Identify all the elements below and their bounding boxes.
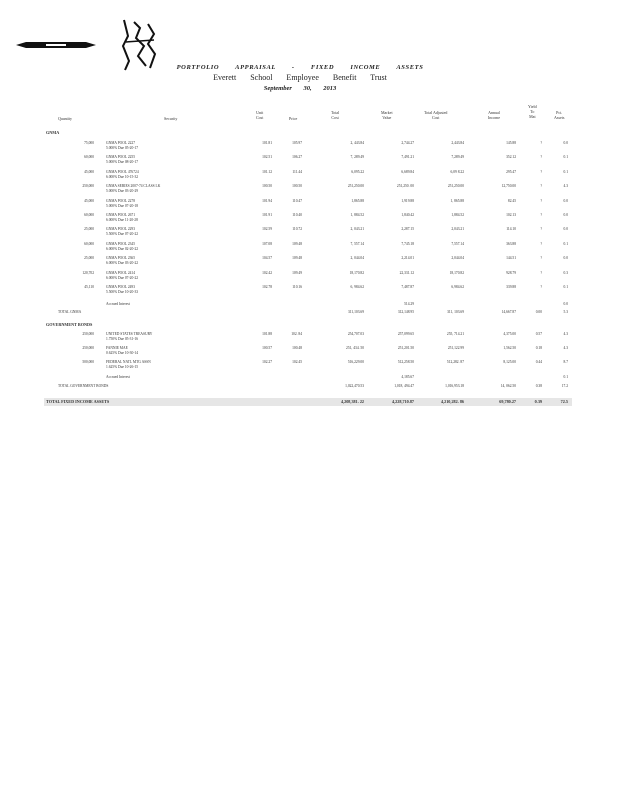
- row-pct: 4.3: [563, 332, 568, 336]
- row-sec: GNMA POOL 2255: [106, 155, 136, 160]
- row-unit: 102.42: [262, 270, 272, 275]
- col-market-value: Market Value: [381, 110, 393, 120]
- report-date: September 30, 2013: [263, 85, 337, 92]
- row-qty: 45,110: [84, 285, 94, 289]
- row-pct: 0.0: [563, 198, 568, 203]
- row-unit: 100.57: [262, 346, 272, 350]
- row-yld: 0.44: [535, 360, 542, 364]
- row-qty: 120,702: [82, 270, 94, 275]
- grand-total-cost: 4,208,381. 22: [340, 399, 364, 404]
- row-pct: 4.3: [563, 346, 568, 350]
- row-coupon-maturity: 1.625% Due 10-26-15: [106, 365, 139, 369]
- row-inc: 928.79: [506, 270, 516, 275]
- row-qty: 250,000: [82, 332, 94, 336]
- row-total: 251, 434. 50: [346, 346, 364, 350]
- row-coupon-maturity: 5.500% Due 07-20-22: [106, 232, 139, 237]
- row-unit: 101.12: [262, 169, 272, 174]
- row-total: 516,229.00: [347, 360, 364, 364]
- gnma-total-cost: 311,103.69: [347, 310, 364, 314]
- row-pct: 0.0: [563, 213, 568, 217]
- gnma-total-mv: 312,148.95: [397, 310, 414, 314]
- row-adj: 251,250.00: [447, 184, 464, 189]
- row-mv: 512,258.50: [397, 360, 414, 364]
- row-price: 102.45: [292, 360, 302, 364]
- logo-graphic: [16, 40, 96, 50]
- row-inc: 295.47: [506, 169, 516, 174]
- row-total: 2, 443.84: [350, 141, 364, 145]
- grand-total-adj: 4,210,282. 86: [440, 399, 464, 404]
- gov-total-label: TOTAL GOVERNMENT BONDS: [58, 384, 109, 388]
- row-pct: 4.3: [563, 184, 568, 189]
- row-coupon-maturity: 6.000% Due 11-20-28: [106, 218, 138, 222]
- row-pct: 0.1: [563, 285, 568, 289]
- row-mv: 7,487.87: [401, 285, 414, 289]
- grand-total-mv: 4,228,710.87: [392, 399, 414, 404]
- row-mv: 251,250. 00: [396, 184, 414, 189]
- report-entity: Everett School Employee Benefit Trust: [213, 73, 387, 82]
- gnma-total-yield: 0.00: [535, 310, 542, 314]
- row-pct: 0.0: [563, 256, 568, 261]
- row-unit: 107.08: [262, 241, 272, 246]
- row-price: 102. 84: [291, 332, 302, 336]
- row-adj: 6,09 8.22: [450, 169, 464, 174]
- gov-total-mv: 1,018, 494.47: [394, 384, 414, 388]
- row-qty: 25,000: [84, 227, 94, 232]
- row-price: 106.27: [292, 155, 302, 160]
- row-total: 254,707.03: [347, 332, 364, 336]
- gov-accrued-label: Accrued Interest: [106, 375, 130, 379]
- row-mv: 2,744.27: [401, 141, 414, 145]
- gov-total-pct: 17.2: [561, 384, 568, 388]
- row-unit: 102.27: [262, 360, 272, 364]
- row-coupon-maturity: 0.625% Due 10-30-14: [106, 351, 139, 355]
- row-total: 1, 884.52: [350, 213, 364, 217]
- row-adj: 251,122.99: [447, 346, 464, 350]
- row-yld: ?: [540, 141, 542, 145]
- row-price: 109.48: [292, 256, 302, 261]
- row-pct: 0.3: [563, 270, 568, 275]
- row-mv: 251,201.50: [397, 346, 414, 350]
- report-title: PORTFOLIO APPRAISAL - FIXED INCOME ASSETS: [176, 64, 424, 71]
- row-price: 109.48: [292, 241, 302, 246]
- row-pct: 0.1: [563, 155, 568, 160]
- row-coupon-maturity: 1.750% Due 05-31-16: [106, 337, 139, 341]
- row-sec: GNMA POOL 2414: [106, 270, 136, 275]
- row-mv: 1,840.42: [401, 213, 414, 217]
- section-gnma: GNMA: [46, 130, 60, 135]
- row-qty: 60,000: [84, 213, 94, 217]
- row-yld: ?: [540, 198, 542, 203]
- row-price: 100.48: [292, 346, 302, 350]
- row-mv: 2,287.15: [401, 227, 414, 232]
- row-total: 251,250.00: [347, 184, 364, 189]
- row-sec: GNMA POOL 2227: [106, 141, 136, 145]
- gnma-total-income: 14,667.87: [501, 310, 516, 314]
- row-pct: 0.0: [563, 141, 568, 145]
- col-adjusted-cost: Total Adjusted Cost: [424, 110, 448, 120]
- row-unit: 101.81: [262, 141, 272, 145]
- col-total-cost: Total Cost: [331, 110, 340, 120]
- row-total: 2, 043.21: [350, 227, 364, 232]
- row-unit: 102.51: [262, 155, 272, 160]
- gnma-accrued-pct: 0.0: [563, 302, 568, 306]
- row-total: 7, 557.14: [350, 241, 364, 246]
- row-qty: 250,000: [82, 346, 94, 350]
- row-sec: GNMA POOL 2293: [106, 227, 136, 232]
- row-mv: 6,689.84: [401, 169, 414, 174]
- row-unit: 102.78: [262, 285, 272, 289]
- row-unit: 101.94: [262, 198, 272, 203]
- row-unit: 101.91: [262, 213, 272, 217]
- row-inc: 12,750.00: [501, 184, 516, 189]
- row-price: 109.49: [292, 270, 302, 275]
- row-coupon-maturity: 6.000% Due 02-20-22: [106, 246, 139, 251]
- row-mv: 22,331.12: [399, 270, 414, 275]
- row-inc: 363.88: [506, 241, 516, 246]
- gnma-accrued-mv: 514.29: [404, 302, 414, 306]
- row-unit: 104.57: [262, 256, 272, 261]
- row-sec: FEDERAL NATL MTG ASSN: [106, 360, 151, 364]
- row-yld: ?: [540, 227, 542, 232]
- gov-total-income: 14, 062.50: [500, 384, 516, 388]
- row-price: 111.44: [292, 169, 302, 174]
- row-adj: 18,170.82: [449, 270, 464, 275]
- row-yld: ?: [540, 155, 542, 160]
- gnma-total-adj: 311, 103.69: [447, 310, 464, 314]
- row-yld: 0.18: [535, 346, 542, 350]
- row-sec: GNMA POOL 2671: [106, 213, 136, 217]
- row-total: 6, 984.62: [350, 285, 364, 289]
- row-sec: GNMA POOL 2493: [106, 285, 136, 289]
- row-qty: 500,000: [82, 360, 94, 364]
- row-price: 105.97: [292, 141, 302, 145]
- row-unit: 102.59: [262, 227, 272, 232]
- row-adj: 2,043.21: [451, 227, 464, 232]
- row-adj: 2,443.84: [451, 141, 464, 145]
- row-total: 6,095.22: [351, 169, 364, 174]
- row-mv: 2,214.01: [401, 256, 414, 261]
- row-mv: 1,919.88: [401, 198, 414, 203]
- row-yld: ?: [540, 184, 542, 189]
- row-inc: 1,562.50: [503, 346, 516, 350]
- row-sec: GNMA POOL 2278: [106, 198, 136, 203]
- row-sec: GNMA POOL 2365: [106, 256, 136, 261]
- row-price: 100.50: [292, 184, 302, 189]
- col-pct-assets: Pct. Assets: [554, 110, 565, 120]
- row-adj: 255, 714.21: [446, 332, 464, 336]
- row-coupon-maturity: 6.000% Due 10-15-32: [106, 174, 139, 179]
- row-adj: 2,044.04: [451, 256, 464, 261]
- row-sec: UNITED STATES TREASURY: [106, 332, 153, 336]
- row-inc: 114.10: [506, 227, 516, 232]
- grand-total-label: TOTAL FIXED INCOME ASSETS: [46, 399, 110, 404]
- row-yld: ?: [540, 285, 542, 289]
- row-qty: 250,000: [82, 184, 94, 189]
- section-government: GOVERNMENT BONDS: [46, 322, 93, 327]
- row-pct: 0.0: [563, 227, 568, 232]
- grand-total-yield: 0.39: [534, 399, 542, 404]
- row-adj: 7,289.49: [451, 155, 464, 160]
- row-pct: 8.7: [563, 360, 568, 364]
- row-inc: 144.51: [506, 256, 516, 261]
- col-annual-income: Annual Income: [488, 110, 500, 120]
- gov-accrued-mv: 4,185.67: [401, 375, 414, 379]
- row-inc: 145.88: [506, 141, 516, 145]
- gov-total-adj: 1,016,953.18: [445, 384, 464, 388]
- row-pct: 0.1: [563, 169, 568, 174]
- col-unit-cost: Unit Cost: [256, 110, 264, 120]
- row-total: 18,170.82: [349, 270, 364, 275]
- row-total: 2, 044.04: [350, 256, 364, 261]
- row-yld: ?: [540, 169, 542, 174]
- grand-total-pct: 72.5: [560, 399, 568, 404]
- grand-total-income: 69,780.27: [499, 399, 516, 404]
- col-yield: Yield To Mat: [528, 104, 537, 119]
- row-sec: GNMA POOL 476724: [106, 169, 139, 174]
- row-sec: GNMA SERIES 2007-74 CLASS LK: [106, 184, 161, 189]
- row-sec: GNMA POOL 2345: [106, 241, 136, 246]
- row-price: 110.72: [292, 227, 302, 232]
- row-inc: 4,375.00: [503, 332, 516, 336]
- gov-accrued-pct: 0.1: [563, 375, 568, 379]
- row-sec: FANNIE MAE: [106, 346, 128, 350]
- row-pct: 0.1: [563, 241, 568, 246]
- row-coupon-maturity: 5.000% Due 07-20-18: [106, 203, 139, 208]
- row-price: 110.40: [292, 213, 302, 217]
- gnma-total-pct: 5.3: [563, 310, 568, 314]
- row-adj: 7,557.14: [451, 241, 464, 246]
- col-quantity: Quantity: [58, 116, 72, 121]
- row-yld: ?: [540, 270, 542, 275]
- row-inc: 8,125.00: [503, 360, 516, 364]
- row-yld: 0.57: [535, 332, 542, 336]
- row-inc: 82.45: [507, 198, 516, 203]
- row-adj: 6,984.62: [451, 285, 464, 289]
- row-coupon-maturity: 5.000% Due 05-20-17: [106, 146, 139, 150]
- row-qty: 75,000: [84, 141, 94, 145]
- row-unit: 101.88: [262, 332, 272, 336]
- row-inc: 102.13: [506, 213, 516, 217]
- row-coupon-maturity: 5.000% Due 03-20-29: [106, 189, 139, 194]
- gnma-accrued-label: Accrued Interest: [106, 302, 130, 306]
- row-inc: 352.12: [506, 155, 516, 160]
- row-qty: 45,000: [84, 198, 94, 203]
- row-mv: 7,745.18: [401, 241, 414, 246]
- row-qty: 60,000: [84, 155, 94, 160]
- row-mv: 257,099.65: [397, 332, 414, 336]
- row-qty: 60,000: [84, 241, 94, 246]
- row-yld: ?: [540, 213, 542, 217]
- gov-total-yield: 0.38: [535, 384, 542, 388]
- col-price: Price: [289, 116, 298, 121]
- row-coupon-maturity: 6.000% Due 03-20-22: [106, 261, 139, 266]
- row-price: 110.16: [292, 285, 302, 289]
- row-coupon-maturity: 6.000% Due 07-20-22: [106, 275, 139, 280]
- row-yld: ?: [540, 241, 542, 246]
- gnma-total-label: TOTAL GNMA: [58, 310, 82, 314]
- row-inc: 339.88: [506, 285, 516, 289]
- col-security: Security: [164, 116, 178, 121]
- row-coupon-maturity: 5.500% Due 10-20-33: [106, 290, 139, 294]
- row-adj: 1,884.52: [451, 213, 464, 217]
- row-total: 7, 289.49: [350, 155, 364, 160]
- row-total: 1,865.88: [351, 198, 364, 203]
- row-adj: 1, 865.88: [450, 198, 464, 203]
- row-mv: 7,491.21: [401, 155, 414, 160]
- row-qty: 25,000: [84, 256, 94, 261]
- row-adj: 512,282. 87: [446, 360, 464, 364]
- row-unit: 100.50: [262, 184, 272, 189]
- row-qty: 45,000: [84, 169, 94, 174]
- gov-total-cost: 1,022,470.53: [345, 384, 364, 388]
- row-price: 110.47: [292, 198, 302, 203]
- row-yld: ?: [540, 256, 542, 261]
- row-coupon-maturity: 5.000% Due 08-20-17: [106, 160, 139, 165]
